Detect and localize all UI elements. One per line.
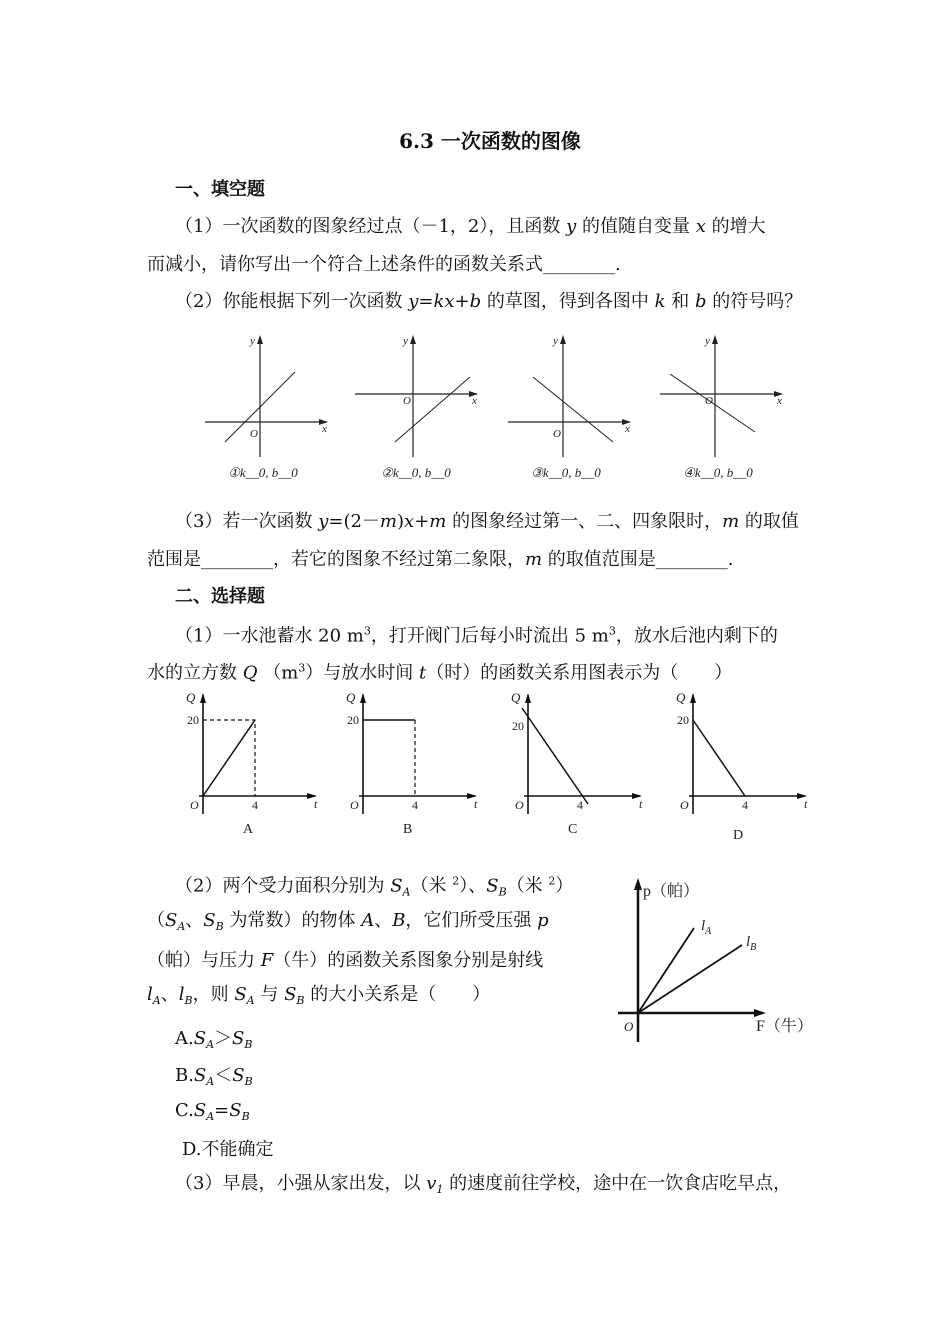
- text-segment: S: [203, 910, 216, 931]
- origin-label: O: [403, 395, 411, 407]
- y-label: y: [705, 335, 710, 347]
- origin-label: O: [553, 428, 561, 440]
- sketch-graph-2: [355, 332, 485, 462]
- question-line: [147, 911, 549, 937]
- text-segment: 水的立方数: [147, 662, 243, 684]
- text-segment: y: [318, 511, 329, 532]
- text-segment: A: [177, 920, 186, 933]
- q-label: Q: [676, 690, 686, 705]
- text-segment: v: [426, 1173, 437, 1194]
- y-arrow-icon: [712, 335, 718, 344]
- text-segment: l: [178, 984, 185, 1005]
- text-segment: x: [695, 216, 706, 237]
- sketch-caption: ②k__0, b__0: [381, 465, 451, 480]
- text-segment: 范围是________，若它的图象不经过第二象限，: [147, 549, 525, 570]
- text-segment: 3: [298, 661, 306, 675]
- text-segment: 的图象经过第一、二、四象限时，: [446, 511, 723, 532]
- text-segment: （3）早晨，小强从家出发，以: [175, 1173, 427, 1194]
- text-segment: ): [397, 511, 405, 532]
- text-segment: 的值随自变量: [576, 216, 696, 237]
- ray-lb: [638, 945, 742, 1013]
- sketch-caption: ③k__0, b__0: [531, 465, 601, 480]
- text-segment: S: [229, 1100, 242, 1121]
- q-label: Q: [511, 690, 521, 705]
- text-segment: y: [566, 216, 577, 237]
- x-tick-4: 4: [577, 798, 583, 812]
- text-segment: （1）一水池蓄水 20 m: [175, 625, 364, 647]
- water-chart-A: [185, 690, 335, 820]
- text-segment: b: [694, 291, 707, 312]
- water-chart-B: [345, 690, 495, 820]
- text-segment: S: [193, 1065, 207, 1086]
- text-segment: 的增大: [705, 216, 766, 237]
- ray-la-label: $l_A$: [701, 918, 712, 937]
- question-line: [147, 550, 734, 570]
- text-segment: 、: [160, 984, 179, 1005]
- origin-label: O: [250, 428, 258, 440]
- text-segment: Q: [242, 662, 258, 684]
- question-line: [147, 659, 732, 684]
- origin-label: O: [515, 798, 524, 812]
- text-segment: A: [402, 885, 411, 899]
- x-tick-4: 4: [412, 798, 418, 812]
- text-segment: 的速度前往学校，途中在一饮食店吃早点，: [443, 1173, 792, 1194]
- option-label-B[interactable]: B: [403, 822, 413, 837]
- data-line: [203, 720, 255, 796]
- text-segment: 的大小关系是（ ）: [304, 984, 491, 1005]
- q-arrow-icon: [200, 693, 206, 703]
- text-segment: ＜: [214, 1065, 233, 1086]
- text-segment: 3: [608, 624, 616, 638]
- text-segment: ）与放水时间: [305, 662, 420, 684]
- text-segment: （米: [410, 875, 453, 897]
- text-segment: 的符号吗？: [706, 291, 803, 312]
- text-segment: =: [214, 1100, 230, 1121]
- f-axis-label: F（牛）: [756, 1018, 813, 1035]
- text-segment: 2: [548, 874, 556, 888]
- water-chart-D: [675, 690, 825, 820]
- f-axis-arrow-icon: [754, 1009, 766, 1017]
- text-segment: 与: [254, 984, 285, 1005]
- text-segment: m: [429, 511, 447, 532]
- y-arrow-icon: [410, 335, 416, 344]
- x-label: x: [625, 423, 630, 435]
- text-segment: B.: [175, 1065, 194, 1086]
- function-line: [533, 377, 613, 442]
- text-segment: t: [419, 662, 427, 684]
- sketch-caption: ①k__0, b__0: [228, 465, 298, 480]
- t-label: t: [474, 797, 478, 811]
- origin-label: O: [350, 798, 359, 812]
- text-segment: 的草图，得到各图中: [481, 291, 655, 312]
- text-segment: S: [232, 1028, 245, 1049]
- data-line: [522, 708, 588, 804]
- t-label: t: [314, 797, 318, 811]
- option-d: [182, 1140, 274, 1160]
- page-title: 6.3 一次函数的图像: [399, 129, 581, 153]
- text-segment: B: [241, 1110, 250, 1123]
- origin-label: O: [190, 798, 199, 812]
- question-line: [147, 985, 490, 1011]
- text-segment: 2: [452, 874, 460, 888]
- p-axis-label: p（帕）: [643, 883, 700, 900]
- text-segment: 二、选择题: [175, 586, 265, 607]
- text-segment: 和: [665, 291, 695, 312]
- question-line: [147, 951, 543, 971]
- text-segment: A: [152, 994, 161, 1007]
- text-segment: S: [390, 875, 403, 897]
- text-segment: ＞: [214, 1028, 233, 1049]
- text-segment: B: [244, 1038, 253, 1051]
- q-arrow-icon: [360, 693, 366, 703]
- question-line: [175, 622, 778, 647]
- text-segment: B: [392, 910, 406, 931]
- text-segment: D.不能确定: [182, 1139, 274, 1160]
- text-segment: 一、填空题: [175, 179, 265, 200]
- text-segment: 1: [436, 1183, 444, 1196]
- text-segment: A.: [175, 1028, 194, 1049]
- p-axis-arrow-icon: [634, 878, 642, 890]
- x-tick-4: 4: [252, 798, 258, 812]
- text-segment: ）: [555, 875, 574, 897]
- text-segment: C.: [175, 1100, 194, 1121]
- y-label: y: [403, 335, 408, 347]
- text-segment: A: [206, 1038, 215, 1051]
- section-heading-fill-blank: [175, 180, 265, 200]
- y-arrow-icon: [560, 335, 566, 344]
- text-segment: （2）两个受力面积分别为: [175, 875, 391, 897]
- data-line: [693, 720, 745, 796]
- text-segment: （1）一次函数的图象经过点（－1，2），且函数: [175, 216, 567, 237]
- text-segment: p: [537, 910, 549, 931]
- x-label: x: [322, 423, 327, 435]
- text-segment: S: [165, 910, 178, 931]
- q-label: Q: [186, 690, 196, 705]
- sketch-graph-1: [205, 332, 335, 462]
- x-label: x: [472, 395, 477, 407]
- text-segment: ，它们所受压强: [405, 910, 538, 931]
- text-segment: S: [193, 1028, 207, 1049]
- sketch-graph-3: [508, 332, 638, 462]
- text-segment: S: [234, 984, 247, 1005]
- text-segment: （帕）与压力: [147, 950, 261, 971]
- ray-lb-label: $l_B$: [746, 934, 757, 953]
- y-label: y: [250, 335, 255, 347]
- text-segment: m: [525, 549, 543, 570]
- q-arrow-icon: [525, 693, 531, 703]
- text-segment: （牛）的函数关系图象分别是射线: [273, 950, 544, 971]
- text-segment: +: [414, 511, 430, 532]
- y-label: y: [553, 335, 558, 347]
- t-label: t: [804, 797, 808, 811]
- text-segment: x: [404, 511, 415, 532]
- text-segment: 3: [363, 624, 371, 638]
- text-segment: l: [147, 984, 153, 1005]
- text-segment: B: [184, 994, 193, 1007]
- text-segment: （时）的函数关系用图表示为（ ）: [426, 662, 733, 684]
- text-segment: ）、: [459, 875, 487, 897]
- function-line: [395, 377, 470, 442]
- text-segment: A: [206, 1075, 215, 1088]
- text-segment: =(2－: [328, 511, 380, 532]
- question-line: [175, 217, 766, 237]
- y-tick-20: 20: [187, 713, 199, 727]
- pressure-chart: [600, 870, 820, 1050]
- text-segment: B: [244, 1075, 253, 1088]
- text-segment: A: [206, 1110, 215, 1123]
- text-segment: S: [193, 1100, 207, 1121]
- question-line: [175, 1174, 791, 1200]
- text-segment: 的取值: [739, 511, 799, 532]
- text-segment: （: [147, 910, 165, 931]
- text-segment: m: [379, 511, 397, 532]
- option-b: [175, 1066, 253, 1092]
- origin-label: O: [624, 1019, 634, 1034]
- y-arrow-icon: [257, 335, 263, 344]
- text-segment: F: [260, 950, 274, 971]
- x-tick-4: 4: [742, 798, 748, 812]
- option-a: [175, 1029, 252, 1055]
- x-label: x: [777, 395, 782, 407]
- origin-label: O: [705, 395, 713, 407]
- text-segment: S: [486, 875, 499, 897]
- text-segment: ，则: [192, 984, 235, 1005]
- text-segment: 、: [374, 910, 393, 931]
- question-line: [147, 255, 621, 275]
- text-segment: B: [498, 885, 507, 899]
- text-segment: （m: [257, 662, 299, 684]
- water-chart-C: [510, 690, 660, 820]
- text-segment: ，放水后池内剩下的: [615, 625, 778, 647]
- origin-label: O: [680, 798, 689, 812]
- option-label-A[interactable]: A: [243, 822, 254, 837]
- text-segment: （米: [506, 875, 549, 897]
- q-label: Q: [346, 690, 356, 705]
- sketch-graph-4: [660, 332, 790, 462]
- y-tick-20: 20: [677, 713, 689, 727]
- t-label: t: [639, 797, 643, 811]
- option-label-C[interactable]: C: [568, 822, 578, 837]
- y-tick-20: 20: [512, 719, 524, 733]
- text-segment: A: [361, 910, 375, 931]
- section-heading-choice: [175, 587, 265, 607]
- text-segment: S: [232, 1065, 245, 1086]
- text-segment: k: [654, 291, 666, 312]
- text-segment: y=kx+b: [408, 291, 482, 312]
- text-segment: B: [215, 920, 224, 933]
- text-segment: ，打开阀门后每小时流出 5 m: [370, 625, 609, 647]
- text-segment: B: [296, 994, 305, 1007]
- text-segment: 而减小，请你写出一个符合上述条件的函数关系式________.: [147, 254, 621, 275]
- question-line: [175, 872, 573, 903]
- sketch-caption: ④k__0, b__0: [683, 465, 753, 480]
- option-c: [175, 1101, 250, 1127]
- text-segment: A: [246, 994, 255, 1007]
- q-arrow-icon: [690, 693, 696, 703]
- question-line: [175, 512, 799, 532]
- text-segment: 的取值范围是________.: [542, 549, 734, 570]
- text-segment: （2）你能根据下列一次函数: [175, 291, 409, 312]
- question-line: [175, 292, 802, 312]
- text-segment: （3）若一次函数: [175, 511, 319, 532]
- option-label-D[interactable]: D: [733, 828, 744, 843]
- ray-la: [638, 928, 694, 1013]
- text-segment: m: [722, 511, 740, 532]
- y-tick-20: 20: [347, 713, 359, 727]
- text-segment: 为常数）的物体: [223, 910, 362, 931]
- text-segment: S: [284, 984, 297, 1005]
- text-segment: 、: [185, 910, 204, 931]
